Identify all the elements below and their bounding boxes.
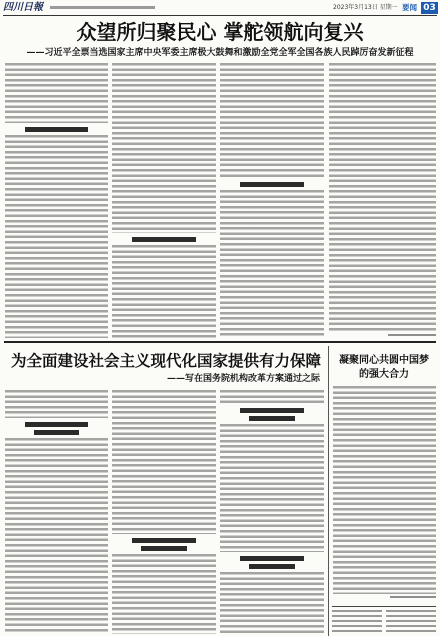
body-text-block [220,424,324,552]
section-label: 要闻 [402,3,417,12]
masthead-divider [3,15,437,16]
lead-column-3 [220,63,324,338]
lead-column-2 [112,63,216,338]
issue-date: 2023年3月13日 星期一 [333,4,398,11]
second-subheadline: ——写在国务院机构改革方案通过之际 [166,374,320,384]
section-subheading [112,233,216,245]
body-text-block [220,190,324,338]
section-subheading [5,418,108,438]
commentary-title-line-1: 凝聚同心共圆中国梦 [339,355,429,366]
body-text-block [5,63,108,123]
page-number-badge: 03 [421,2,438,14]
body-text-block [5,135,108,338]
second-column-2 [112,390,216,634]
second-column-1 [5,390,108,634]
body-text-block [112,554,216,634]
body-text-block [112,390,216,534]
lead-column-1 [5,63,108,338]
body-text-block [220,572,324,634]
section-subheading [220,552,324,572]
body-text-block [329,63,436,332]
commentary-column [333,386,436,600]
section-subheading [5,123,108,135]
lead-column-4 [329,63,436,338]
commentary-title-line-2: 的强大合力 [359,369,409,380]
credits-text [386,610,436,634]
section-subheading [112,534,216,554]
body-text-block [112,245,216,338]
body-text-block [112,63,216,233]
second-column-3 [220,390,324,634]
body-text-block [220,63,324,178]
masthead-info-line [50,6,155,9]
body-text-block [333,386,436,594]
body-text-block [5,438,108,634]
sidebar-divider [328,346,329,636]
credits-text [332,610,382,634]
newspaper-logo: 四川日報 [3,2,43,13]
editor-credits-box [332,606,436,634]
body-text-block [5,390,108,418]
body-text-block [220,390,324,404]
second-headline: 为全面建设社会主义现代化国家提供有力保障 [10,351,321,370]
article-divider [4,341,436,343]
lead-headline: 众望所归聚民心 掌舵领航向复兴 [76,20,364,44]
section-subheading [220,404,324,424]
lead-subheadline: ——习近平全票当选国家主席中央军委主席极大鼓舞和激励全党全军全国各族人民踔厉奋发新征程 [26,48,414,58]
section-subheading [220,178,324,190]
dateline [333,594,436,600]
dateline [329,332,436,338]
